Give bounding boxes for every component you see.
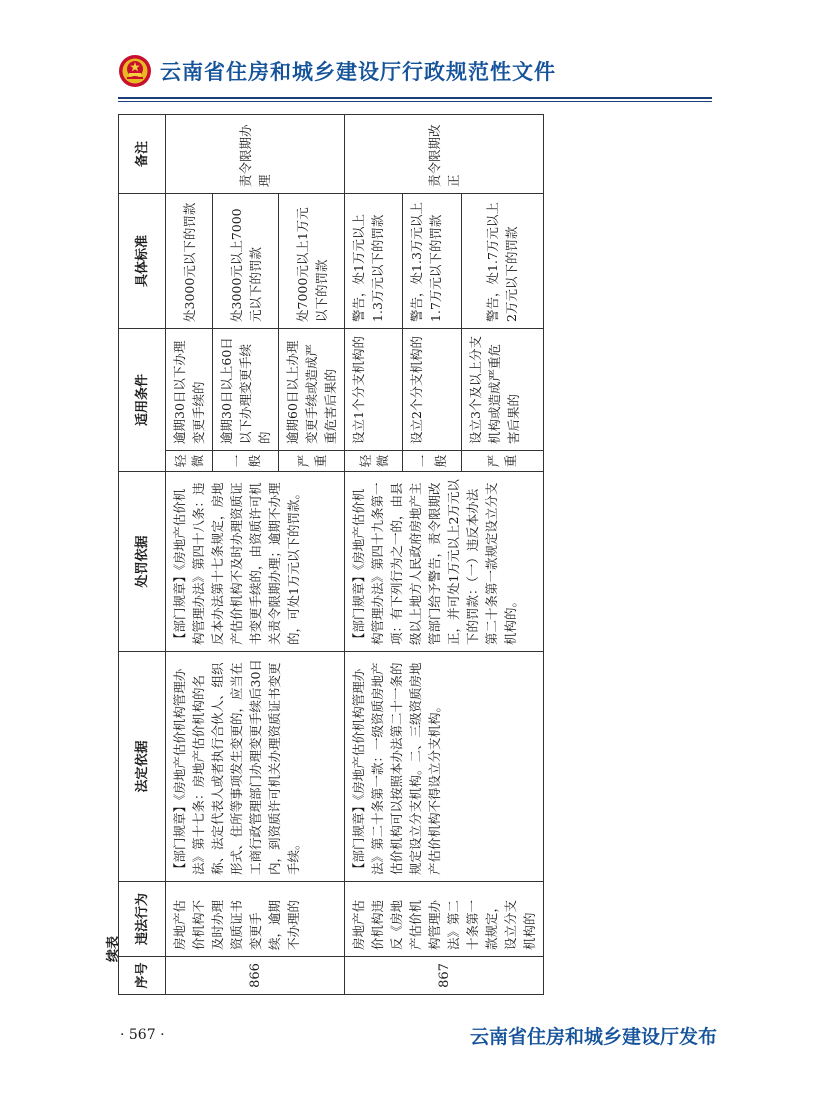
violation-cell: 房地产估价机构不及时办理资质证书变更手续，逾期不办理的 bbox=[166, 882, 345, 957]
penalty-standard-table bbox=[118, 114, 544, 995]
row-number: 866 bbox=[166, 957, 345, 995]
standard-cell: 处3000元以上7000元以下的罚款 bbox=[213, 193, 279, 328]
level-cell: 轻微 bbox=[345, 451, 403, 472]
remark-cell: 责令限期改正 bbox=[345, 114, 544, 193]
header-remark: 备注 bbox=[119, 114, 166, 193]
remark-cell: 责令限期办理 bbox=[166, 114, 345, 193]
row-number: 867 bbox=[345, 957, 544, 995]
level-cell: 严重 bbox=[279, 451, 345, 472]
publisher-label: 云南省住房和城乡建设厅发布 bbox=[470, 1026, 718, 1048]
condition-cell: 设立2个分支机构的 bbox=[403, 328, 461, 450]
legal-basis-cell: 【部门规章】《房地产估价机构管理办法》第二十条第一款：一级资质房地产估价机构可以按照本办法第二十一条的规定设立分支机构。二、三级资质房地产估价机构不得设立分支机构。 bbox=[345, 652, 544, 882]
standard-cell: 警告，处1.7万元以上2万元以下的罚款 bbox=[461, 193, 543, 328]
table-header-row bbox=[119, 114, 166, 994]
penalty-basis-cell: 【部门规章】《房地产估价机构管理办法》第四十八条：违反本办法第十七条规定，房地产估价机构不及时办理资质证书变更手续的，由资质许可机关责令限期办理；逾期不办理的，可处1万元以下的罚款。 bbox=[166, 472, 345, 652]
condition-cell: 逾期30日以下办理变更手续的 bbox=[166, 328, 213, 450]
table-row bbox=[166, 114, 213, 994]
header-condition: 适用条件 bbox=[119, 328, 166, 471]
standard-cell: 警告，处1万元以上1.3万元以下的罚款 bbox=[345, 193, 403, 328]
national-emblem-icon bbox=[118, 54, 152, 88]
document-header bbox=[118, 52, 718, 96]
standard-cell: 处3000元以下的罚款 bbox=[166, 193, 213, 328]
continued-label: 续表 bbox=[106, 935, 121, 962]
level-cell: 一般 bbox=[403, 451, 461, 472]
header-penalty-basis: 处罚依据 bbox=[119, 472, 166, 652]
header-violation: 违法行为 bbox=[119, 882, 166, 957]
header-standard: 具体标准 bbox=[119, 193, 166, 328]
condition-cell: 逾期30日以上60日以下办理变更手续的 bbox=[213, 328, 279, 450]
standard-cell: 处7000元以上1万元以下的罚款 bbox=[279, 193, 345, 328]
legal-basis-cell: 【部门规章】《房地产估价机构管理办法》第十七条：房地产估价机构的名称、法定代表人或者执行合伙人、组织形式、住所等事项发生变更的，应当在工商行政管理部门办理变更手续后30日内，到资质许可机关办理资质证书变更手续。 bbox=[166, 652, 345, 882]
page-number: · 567 · bbox=[120, 1027, 165, 1043]
header-no: 序号 bbox=[119, 957, 166, 995]
header-title: 云南省住房和城乡建设厅行政规范性文件 bbox=[160, 60, 556, 84]
condition-cell: 逾期60日以上办理变更手续或造成严重危害后果的 bbox=[279, 328, 345, 450]
level-cell: 严重 bbox=[461, 451, 543, 472]
condition-cell: 设立3个及以上分支机构或造成严重危害后果的 bbox=[461, 328, 543, 450]
condition-cell: 设立1个分支机构的 bbox=[345, 328, 403, 450]
standard-cell: 警告，处1.3万元以上1.7万元以下的罚款 bbox=[403, 193, 461, 328]
header-legal-basis: 法定依据 bbox=[119, 652, 166, 882]
level-cell: 轻微 bbox=[166, 451, 213, 472]
rotated-table-container bbox=[118, 114, 544, 995]
level-cell: 一般 bbox=[213, 451, 279, 472]
header-rule-thin bbox=[118, 101, 712, 102]
table-row bbox=[345, 114, 403, 994]
header-rule bbox=[118, 97, 712, 99]
penalty-basis-cell: 【部门规章】《房地产估价机构管理办法》第四十九条第一项：有下列行为之一的，由县级以上地方人民政府房地产主管部门给予警告，责令限期改正，并可处1万元以上2万元以下的罚款：（一）违反本办法第二十条第一款规定设立分支机构的。 bbox=[345, 472, 544, 652]
violation-cell: 房地产估价机构违反《房地产估价机构管理办法》第二十条第一款规定，设立分支机构的 bbox=[345, 882, 544, 957]
